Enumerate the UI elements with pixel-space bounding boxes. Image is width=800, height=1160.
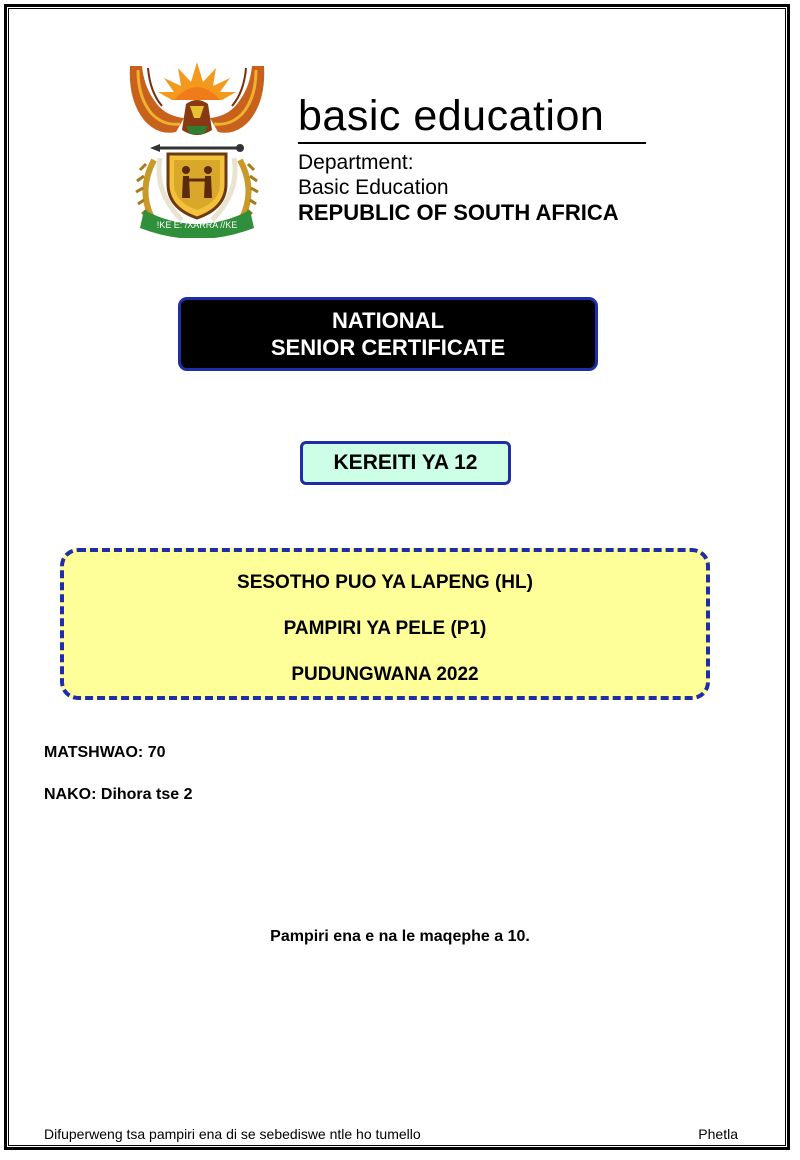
paper-number: PAMPIRI YA PELE (P1) — [283, 618, 487, 639]
marks-label: MATSHWAO: 70 — [44, 744, 166, 761]
certificate-banner — [178, 297, 598, 371]
country-name: REPUBLIC OF SOUTH AFRICA — [298, 200, 619, 225]
sun-icon — [158, 62, 236, 100]
certificate-line-2: SENIOR CERTIFICATE — [270, 335, 506, 360]
certificate-line-1: NATIONAL — [331, 308, 445, 333]
turn-page-label: Phetla — [698, 1126, 738, 1142]
exam-session: PUDUNGWANA 2022 — [291, 664, 479, 685]
brand-title: basic education — [298, 92, 605, 140]
svg-text:!KE E: /XARRA //KE: !KE E: /XARRA //KE — [156, 220, 238, 230]
copyright-note: Difuperweng tsa pampiri ena di se sebediswe ntle ho tumello — [44, 1126, 421, 1142]
department-label: Department: — [298, 151, 414, 174]
subject-name: SESOTHO PUO YA LAPENG (HL) — [237, 572, 533, 593]
coat-of-arms-logo — [124, 60, 270, 238]
department-name: Basic Education — [298, 176, 449, 199]
time-label: NAKO: Dihora tse 2 — [44, 786, 193, 803]
shield-icon — [168, 154, 226, 218]
department-brand — [298, 92, 648, 225]
brand-divider — [298, 142, 646, 144]
page-count-note: Pampiri ena e na le maqephe a 10. — [270, 928, 530, 945]
grade-badge: KEREITI YA 12 — [300, 441, 511, 485]
subject-box — [60, 548, 710, 700]
